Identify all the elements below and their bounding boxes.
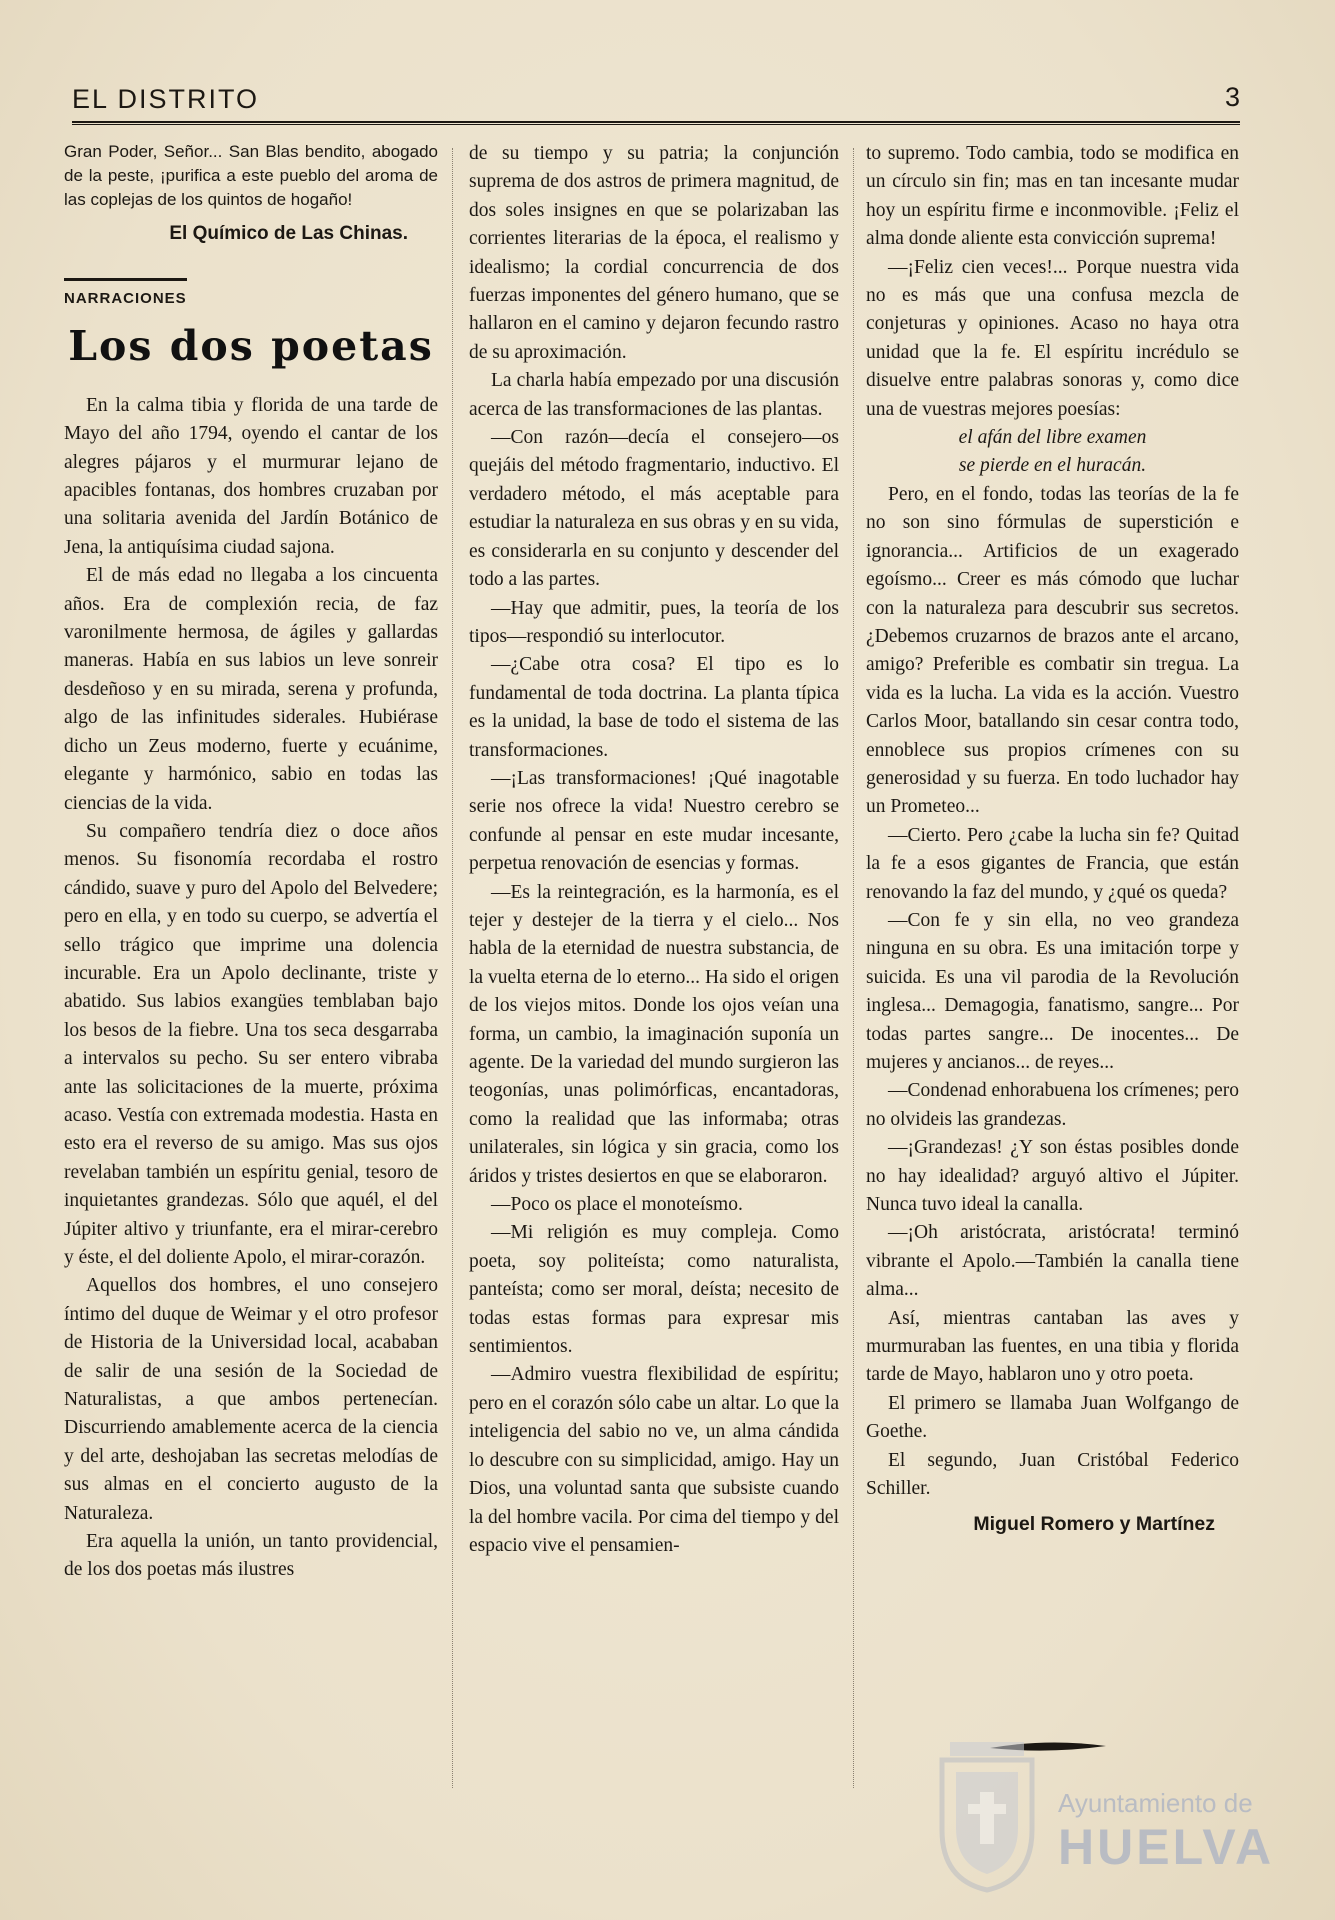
paragraph: —Con razón—decía el consejero—os quejáis del método fragmentario, inductivo. El verdadero método, el más aceptable para estudiar la naturaleza en sus obras y en su vida, es considerarla en su conjunto y descender del todo a las partes.: [469, 427, 839, 591]
paragraph: —Mi religión es muy compleja. Como poeta, soy politeísta; como naturalista, panteísta; como ser moral, deísta; necesito de todas estas formas para expresar mis sentimientos.: [469, 1222, 839, 1358]
column-divider: [853, 148, 854, 1788]
masthead: [72, 80, 1240, 124]
paragraph: Pero, en el fondo, todas las teorías de la fe no son sino fórmulas de superstición e ignorancia... Artificios de un exagerado egoísmo... Creer es más cómodo que luchar con la naturaleza para descubrir sus secretos. ¿Debemos cruzarnos de brazos ante el arcano, amigo? Preferible es combatir sin tregua. La vida es la lucha. La vida es la acción. Vuestro Carlos Moor, batallando sin cesar contra todo, ennoblece sus propios crímenes con su generosidad y su fuerza. En todo luchador hay un Prometeo...: [866, 483, 1239, 818]
paragraph: La charla había empezado por una discusión acerca de las transformaciones de las plantas.: [469, 370, 839, 420]
paragraph: Su compañero tendría diez o doce años menos. Su fisonomía recordaba el rostro cándido, suave y puro del Apolo del Belvedere; pero en ella, y en todo su cuerpo, se advertía el sello trágico que imprime una dolencia incurable. Era un Apolo declinante, triste y abatido. Sus labios exangües temblaban bajo los besos de la fiebre. Una tos seca desgarraba a intervalos su pecho. Su ser entero vibraba ante las solicitaciones de la muerte, próxima acaso. Vestía con extremada modestia. Hasta en esto era el reverso de su amigo. Mas sus ojos revelaban también un espíritu genial, tesoro de inquietantes grandezas. Sólo que aquél, el del Júpiter altivo y triunfante, era el mirar-cerebro y éste, el del doliente Apolo, el mirar-corazón.: [64, 820, 438, 1268]
paragraph-continued: de su tiempo y su patria; la conjunción suprema de dos astros de primera magnitud, de dos soles insignes en que se polarizaban las corrientes literarias de la época, el realismo y idealismo; la cordial concurrencia de dos fuerzas imponentes del género humano, que se hallaron en el camino y dejaron fecundo rastro de su aproximación.: [469, 143, 839, 363]
verse-line: se pierde en el huracán.: [958, 455, 1147, 477]
paragraph: —¡Feliz cien veces!... Porque nuestra vida no es más que una confusa mezcla de conjeturas y opiniones. Acaso no haya otra unidad que la fe. El espíritu incrédulo se disuelve entre palabras sonoras y, como dice una de vuestras mejores poesías:: [866, 256, 1239, 420]
author-signature: Miguel Romero y Martínez: [973, 1512, 1215, 1535]
column-divider: [452, 148, 453, 1788]
paragraph: Era aquella la unión, un tanto providencial, de los dos poetas más ilustres: [64, 1531, 438, 1581]
watermark-line-2: HUELVA: [1058, 1819, 1275, 1875]
page-number: 3: [1224, 82, 1240, 112]
paragraph: —Admiro vuestra flexibilidad de espíritu; pero en el corazón sólo cabe un altar. Lo que la inteligencia del sabio no ve, un alma cándida lo descubre con su simplicidad, amigo. Hay un Dios, una voluntad santa que subsiste cuando la del hombre vacila. Por cima del tiempo y del espacio vive el pensamien-: [469, 1364, 839, 1556]
verse-line: el afán del libre examen: [958, 427, 1147, 449]
column-3: [866, 140, 1239, 1538]
intro-text: Gran Poder, Señor... San Blas bendito, abogado de la peste, ¡purifica a este pueblo del aroma de las coplejas de los quintos de hogaño!: [64, 142, 438, 209]
column-1: [64, 140, 438, 1585]
paragraph: Aquellos dos hombres, el uno consejero íntimo del duque de Weimar y el otro profesor de Historia de la Universidad local, acababan de salir de una sesión de la Sociedad de Naturalistas, a que ambos pertenecían. Discurriendo amablemente acerca de la ciencia y del arte, deshojaban las secretas melodías de sus almas en el concierto augusto de la Naturaleza.: [64, 1275, 438, 1524]
paragraph: —¡Oh aristócrata, aristócrata! terminó vibrante el Apolo.—También la canalla tiene alma...: [866, 1222, 1239, 1301]
paragraph: —Condenad enhorabuena los crímenes; pero no olvideis las grandezas.: [866, 1080, 1239, 1130]
masthead-rule: [72, 121, 1240, 125]
intro-signature: El Químico de Las Chinas.: [169, 223, 408, 244]
article-headline: Los dos poetas: [68, 321, 434, 370]
column-2: [469, 140, 839, 1560]
paragraph: Así, mientras cantaban las aves y murmuraban las fuentes, en una tibia y florida tarde de Mayo, hablaron uno y otro poeta.: [866, 1307, 1239, 1386]
paragraph: —Poco os place el monoteísmo.: [491, 1194, 743, 1216]
watermark-line-1: Ayuntamiento de: [1058, 1788, 1253, 1818]
paragraph: En la calma tibia y florida de una tarde de Mayo del año 1794, oyendo el cantar de los alegres pájaros y el murmurar lejano de apacibles fontanas, dos hombres cruzaban por una solitaria avenida del Jardín Botánico de Jena, la antiquísima ciudad sajona.: [64, 394, 438, 558]
paragraph: —Es la reintegración, es la harmonía, es el tejer y destejer de la tierra y el cielo... Nos habla de la eternidad de nuestra substancia, de la vuelta eterna de lo eterno... Ha sido el origen de los viejos mitos. Donde los ojos veían una forma, un cambio, la imaginación suponía un agente. De la variedad del mundo surgieron las teogonías, unas polimórficas, encantadoras, como la realidad que las informaba; otras unilaterales, sin lógica y sin gracia, como los áridos y tristes desiertos en que se elaboraron.: [469, 881, 839, 1187]
paragraph: —Cierto. Pero ¿cabe la lucha sin fe? Quitad la fe a esos gigantes de Francia, que están renovando la faz del mundo, y ¿qué os queda?: [866, 824, 1239, 903]
paragraph: —¿Cabe otra cosa? El tipo es lo fundamental de toda doctrina. La planta típica es la unidad, la base de todo el sistema de las transformaciones.: [469, 654, 839, 761]
section-label: NARRACIONES: [64, 278, 187, 313]
paragraph: El segundo, Juan Cristóbal Federico Schiller.: [866, 1449, 1239, 1500]
paragraph: —¡Grandezas! ¿Y son éstas posibles donde no hay idealidad? arguyó altivo el Júpiter. Nunca tuvo ideal la canalla.: [866, 1137, 1239, 1216]
paragraph: —Con fe y sin ella, no veo grandeza ninguna en su obra. Es una imitación torpe y suicida. Es una vil parodia de la Revolución inglesa... Demagogia, fanatismo, sangre... Por todas partes sangre... De inocentes... De mujeres y ancianos... de reyes...: [866, 909, 1239, 1073]
paragraph: El de más edad no llegaba a los cincuenta años. Era de complexión recia, de faz varonilmente hermosa, de ágiles y gallardas maneras. Había en sus labios un leve sonreir desdeñoso y en su mirada, serena y profunda, algo de las infinitudes siderales. Hubiérase dicho un Zeus moderno, fuerte y ecuánime, elegante y harmónico, sabio en todas las ciencias de la vida.: [64, 565, 438, 814]
paragraph-continued: to supremo. Todo cambia, todo se modifica en un círculo sin fin; mas en tan incesante mudar hoy un espíritu firme e inconmovible. ¡Feliz el alma donde aliente esta convicción suprema!: [866, 143, 1239, 250]
paragraph: —¡Las transformaciones! ¡Qué inagotable serie nos ofrece la vida! Nuestro cerebro se confunde al pensar en este mudar incesante, perpetua renovación de esencias y formas.: [469, 767, 839, 875]
newspaper-title: EL DISTRITO: [72, 84, 260, 114]
paragraph: El primero se llamaba Juan Wolfgango de Goethe.: [866, 1392, 1239, 1443]
paragraph: —Hay que admitir, pues, la teoría de los tipos—respondió su interlocutor.: [469, 597, 839, 647]
